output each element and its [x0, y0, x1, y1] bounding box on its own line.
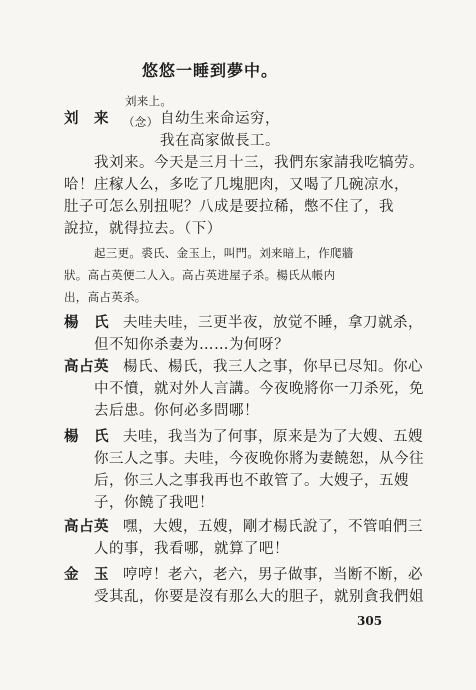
dialogue-line: 楊氏、楊氏，我三人之事，你早已尽知。你心 [123, 359, 423, 375]
dialogue-line: 嘿，大嫂，五嫂，剛才楊氏說了，不管咱們三 [123, 519, 423, 535]
dialogue-line: 去后患。你何必多問哪！ [94, 403, 259, 419]
dialogue-line: 但不知你杀妻为……为何呀？ [94, 337, 289, 353]
dialogue-line: 夫哇，我当为了何事，原来是为了大嫂、五嫂 [123, 429, 423, 445]
speaker-yang: 楊 氏 [64, 314, 109, 331]
dialogue-line: 人的事，我看哪，就算了吧！ [94, 541, 289, 557]
stage-direction: 狀。高占英便二人入。高占英进屋子杀。楊氏从帳内 [64, 268, 336, 282]
dialogue-line: 夫哇夫哇，三更半夜，放觉不睡，拿刀就杀， [123, 315, 423, 331]
verse-line: 自幼生来命运穷， [160, 111, 280, 127]
dialogue-line: 你三人之事。夫哇，今夜晚你將为妻饒恕，从今往 [94, 451, 424, 467]
speaker-yang: 楊 氏 [64, 428, 109, 445]
speech-line: 哈！庄稼人么，多吃了几塊肥肉，又喝了几碗凉水， [64, 177, 409, 193]
dialogue-line: 子，你饒了我吧！ [94, 495, 214, 511]
speaker-jin: 金 玉 [64, 566, 109, 583]
speech-line: 說拉，就得拉去。（下） [64, 221, 222, 237]
stage-direction: 起三更。裘氏、金玉上，叫門。刘来暗上，作爬牆 [94, 246, 354, 260]
page-number: 305 [357, 614, 383, 628]
stage-direction: 刘来上。 [125, 94, 173, 108]
aside-marker: （念） [123, 115, 159, 129]
speech-line: 我刘来。今天是三月十三，我們东家請我吃犒劳。 [94, 155, 424, 171]
speaker-gao: 高占英 [64, 358, 109, 375]
speaker-liulai: 刘 来 [64, 110, 109, 127]
verse-line: 我在高家做長工。 [160, 133, 280, 149]
dialogue-line: 后，你三人之事我再也不敢管了。大嫂子，五嫂 [94, 473, 409, 489]
speaker-gao: 高占英 [64, 518, 109, 535]
heading-line: 悠悠一睡到夢中。 [142, 61, 279, 80]
dialogue-line: 中不憤，就对外人言講。今夜晚將你一刀杀死，免 [94, 381, 424, 397]
dialogue-line: 哼哼！老六，老六，男子做事，当断不断，必 [123, 567, 423, 583]
dialogue-line: 受其乱，你要是沒有那么大的胆子，就别貪我們姐 [94, 589, 424, 605]
speech-line: 肚子可怎么别扭呢？八成是要拉稀，憋不住了，我 [64, 199, 394, 215]
stage-direction: 出，高占英杀。 [64, 290, 147, 304]
